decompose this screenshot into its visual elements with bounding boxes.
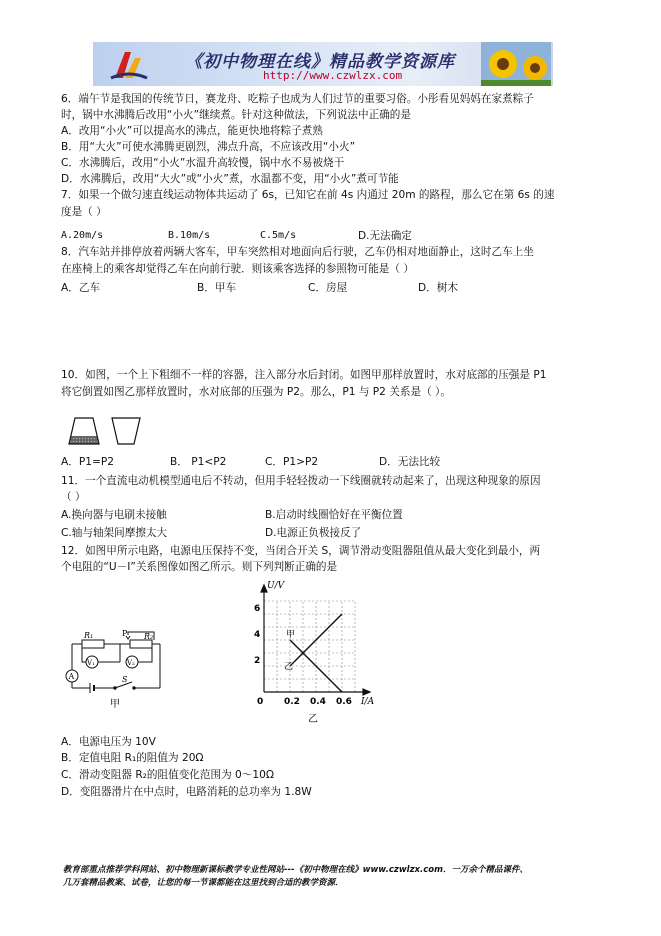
q7-stem-line1: 7．如果一个做匀速直线运动物体共运动了 6s，已知它在前 4s 内通过 20m 的路程，那么它在第 6s 的速 <box>61 189 555 201</box>
q8-stem-line2: 在座椅上的乘客却觉得乙车在向前行驶．则该乘客选择的参照物可能是（ ） <box>61 263 414 275</box>
container-jia-figure <box>69 418 99 444</box>
graph-xtick-0.2: 0.2 <box>284 697 300 707</box>
q8-option-b: B．甲车 <box>197 282 237 294</box>
circuit-v2-label: V₂ <box>127 659 135 667</box>
q12-option-a: A．电源电压为 10V <box>61 736 156 748</box>
q7-option-b: B.10m/s <box>168 230 211 241</box>
q10-option-b: B． P1<P2 <box>170 456 227 468</box>
container-figures <box>60 404 150 448</box>
q6-stem-line1: 6．端午节是我国的传统节日，赛龙舟、吃粽子也成为人们过节的重要习俗。小彤看见妈妈在家煮粽子 <box>61 93 534 105</box>
graph-caption: 乙 <box>308 714 318 725</box>
q12-option-d: D．变阻器滑片在中点时，电路消耗的总功率为 1.8W <box>61 786 312 798</box>
graph-xtick-0.6: 0.6 <box>336 697 352 707</box>
q7-stem-line2: 度是（ ） <box>61 206 107 218</box>
q12-option-b: B．定值电阻 R₁的阻值为 20Ω <box>61 752 204 764</box>
graph-xtick-0: 0 <box>257 697 264 707</box>
banner-url: http://www.czwlzx.com <box>263 69 403 82</box>
circuit-caption: 甲 <box>110 699 120 710</box>
q11-option-a: A.换向器与电刷未接触 <box>61 509 167 521</box>
ui-graph <box>247 576 382 726</box>
q11-option-c: C.轴与轴架间摩擦太大 <box>61 527 168 539</box>
footer <box>63 864 528 890</box>
graph-ylabel: U/V <box>267 581 285 591</box>
q11-stem-line2: （ ） <box>61 491 86 503</box>
q6-option-a: A．改用“小火”可以提高水的沸点，能更快地将粽子煮熟 <box>61 125 323 137</box>
circuit-r1-label: R₁ <box>84 631 94 640</box>
circuit-diagram <box>60 628 170 710</box>
banner-title: 《初中物理在线》精品教学资源库 <box>185 52 455 72</box>
site-logo-icon <box>109 48 149 82</box>
graph-xlabel: I/A <box>361 697 375 707</box>
q7-option-a: A.20m/s <box>61 230 104 241</box>
graph-ytick-2: 2 <box>254 656 261 666</box>
circuit-a-label: A <box>68 672 75 681</box>
q12-option-c: C．滑动变阻器 R₂的阻值变化范围为 0～10Ω <box>61 769 274 781</box>
q7-option-c: C.5m/s <box>260 230 297 241</box>
q7-option-d: D.无法确定 <box>358 230 412 242</box>
header-banner <box>93 42 553 86</box>
q10-option-a: A．P1=P2 <box>61 456 114 468</box>
q8-option-c: C．房屋 <box>308 282 348 294</box>
q6-stem-line2: 时，锅中水沸腾后改用“小火”继续煮。针对这种做法，下列说法中正确的是 <box>61 109 411 121</box>
q11-option-b: B.启动时线圈恰好在平衡位置 <box>265 509 403 521</box>
circuit-p-label: P <box>122 629 128 638</box>
q8-option-a: A．乙车 <box>61 282 101 294</box>
q11-option-d: D.电源正负极接反了 <box>265 527 362 539</box>
q10-stem-line1: 10．如图，一个上下粗细不一样的容器，注入部分水后封闭。如图甲那样放置时，水对底部的压强是 P1 <box>61 369 547 381</box>
graph-ytick-4: 4 <box>254 630 261 640</box>
graph-ytick-6: 6 <box>254 604 261 614</box>
q6-option-b: B．用“大火”可使水沸腾更剧烈，沸点升高，不应该改用“小火” <box>61 141 356 153</box>
q6-option-c: C．水沸腾后，改用“小火”水温升高较慢，锅中水不易被烧干 <box>61 157 345 169</box>
footer-line1: 教育部重点推荐学科网站、初中物理新课标教学专业性网站---《初中物理在线》www.czwlzx.com．一万余个精品课件、 <box>63 865 528 875</box>
container-yi-figure <box>112 418 140 444</box>
q12-stem-line1: 12．如图甲所示电路，电源电压保持不变，当闭合开关 S，调节滑动变阻器阻值从最大变化到最小，两 <box>61 545 541 557</box>
q8-stem-line1: 8．汽车站并排停放着两辆大客车，甲车突然相对地面向后行驶，乙车仍相对地面静止，这时乙车上坐 <box>61 246 534 258</box>
q11-stem-line1: 11．一个直流电动机模型通电后不转动，但用手轻轻拨动一下线圈就转动起来了，出现这种现象的原因 <box>61 475 541 487</box>
sunflower-icon <box>481 42 551 86</box>
graph-xtick-0.4: 0.4 <box>310 697 326 707</box>
q12-stem-line2: 个电阻的“U－I”关系图像如图乙所示。则下列判断正确的是 <box>61 561 338 573</box>
circuit-r2-label: R₂ <box>144 632 154 641</box>
q6-option-d: D．水沸腾后，改用“大火”或“小火”煮，水温都不变，用“小火”煮可节能 <box>61 173 399 185</box>
circuit-v1-label: V₁ <box>87 659 95 667</box>
q8-option-d: D．树木 <box>418 282 458 294</box>
graph-label-jia: 甲 <box>286 630 296 640</box>
circuit-s-label: S <box>122 675 128 684</box>
graph-label-yi: 乙 <box>284 662 294 672</box>
x-axis-arrow-icon <box>363 689 370 695</box>
q10-option-d: D．无法比较 <box>379 456 441 468</box>
footer-line2: 几万套精品教案、试卷，让您的每一节课都能在这里找到合适的教学资源． <box>63 878 344 888</box>
q10-stem-line2: 将它倒置如图乙那样放置时，水对底部的压强为 P2。那么，P1 与 P2 关系是（ ）。 <box>61 386 451 398</box>
q10-option-c: C．P1>P2 <box>265 456 319 468</box>
